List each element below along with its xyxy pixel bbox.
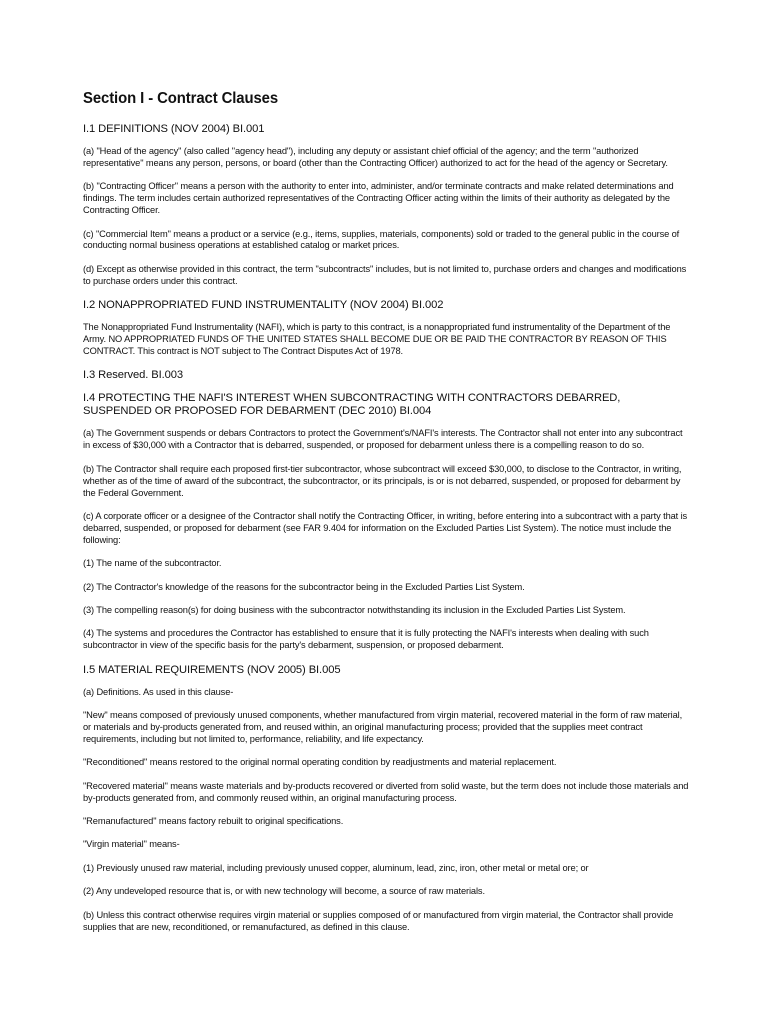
section-heading: I.5 MATERIAL REQUIREMENTS (NOV 2005) BI.005 [83, 663, 341, 676]
clause-paragraph: (4) The systems and procedures the Contractor has established to ensure that it is fully protecting the NAFI's interests when dealing with such subcontractor in view of the specific basis for the party's debarment, suspension, or proposed debarment. [83, 628, 649, 651]
section-heading: I.2 NONAPPROPRIATED FUND INSTRUMENTALITY (NOV 2004) BI.002 [83, 299, 444, 312]
document-body [83, 123, 690, 933]
clause-paragraph: (b) "Contracting Officer" means a person with the authority to enter into, administer, and/or terminate contracts and make related determinations and findings. The term includes certain authorized representatives of the Contracting Officer acting within the limits of their authority as delegated by the Contracting Officer. [83, 181, 674, 216]
section-heading: I.3 Reserved. BI.003 [83, 369, 183, 382]
section-heading: I.4 PROTECTING THE NAFI'S INTEREST WHEN SUBCONTRACTING WITH CONTRACTORS DEBARRED, SUSPENDED OR PROPOSED FOR DEBARMENT (DEC 2010) BI.004 [83, 392, 621, 418]
clause-paragraph: The Nonappropriated Fund Instrumentality (NAFI), which is party to this contract, is a nonappropriated fund instrumentality of the Department of the Army. NO APPROPRIATED FUNDS OF THE UNITED STATES SHALL BECOME DUE OR BE PAID THE CONTRACTOR BY REASON OF THIS CONTRACT. This contract is NOT subject to The Contract Disputes Act of 1978. [83, 322, 671, 356]
document-page [83, 89, 690, 945]
clause-paragraph: (1) Previously unused raw material, including previously unused copper, aluminum, lead, zinc, iron, other metal or metal ore; or [83, 862, 589, 873]
clause-paragraph: (a) "Head of the agency" (also called "agency head"), including any deputy or assistant chief official of the agency; and the term "authorized representative" means any person, persons, or board (other than the Contracting Officer) authorized to act for the head of the agency or Secretary. [83, 146, 668, 168]
clause-paragraph: (c) "Commercial Item" means a product or a service (e.g., items, supplies, materials, components) sold or traded to the general public in the course of conducting normal business operations at established catalog or market prices. [83, 228, 680, 251]
clause-paragraph: (a) Definitions. As used in this clause- [83, 686, 234, 697]
clause-paragraph: "Remanufactured" means factory rebuilt to original specifications. [83, 816, 344, 826]
page-title: Section I - Contract Clauses [83, 90, 279, 107]
clause-paragraph: (a) The Government suspends or debars Contractors to protect the Government's/NAFI's interests. The Contractor shall not enter into any subcontract in excess of $30,000 with a Contractor that is debarred, suspended, or proposed for debarment unless there is a compelling reason to do so. [83, 428, 683, 451]
clause-paragraph: "Virgin material" means- [83, 839, 180, 850]
clause-paragraph: "Recovered material" means waste materials and by-products recovered or diverted from solid waste, but the term does not include those materials and by-products generated from, and commonly reused within, an original manufacturing process. [83, 780, 689, 803]
clause-paragraph: (b) Unless this contract otherwise requires virgin material or supplies composed of or manufactured from virgin material, the Contractor shall provide supplies that are new, reconditioned, or remanufactured, as defined in this clause. [83, 909, 674, 932]
clause-paragraph: (b) The Contractor shall require each proposed first-tier subcontractor, whose subcontract will exceed $30,000, to disclose to the Contractor, in writing, whether as of the time of award of the subcontract, the subcontractor, or its principals, is or is not debarred, suspended, or proposed for debarment by the Federal Government. [83, 463, 682, 498]
clause-paragraph: (1) The name of the subcontractor. [83, 558, 222, 569]
clause-paragraph: "Reconditioned" means restored to the original normal operating condition by readjustments and material replacement. [83, 757, 557, 768]
clause-paragraph: (d) Except as otherwise provided in this contract, the term "subcontracts" includes, but is not limited to, purchase orders and changes and modifications to purchase orders under this contract. [83, 263, 687, 286]
clause-paragraph: (2) The Contractor's knowledge of the reasons for the subcontractor being in the Excluded Parties List System. [83, 581, 525, 592]
clause-paragraph: (3) The compelling reason(s) for doing business with the subcontractor notwithstanding its inclusion in the Excluded Parties List System. [83, 604, 626, 615]
clause-paragraph: (c) A corporate officer or a designee of the Contractor shall notify the Contracting Officer, in writing, before entering into a subcontract with a party that is debarred, suspended, or proposed for debarment (see FAR 9.404 for information on the Excluded Parties List System). The notice must include the following: [83, 510, 688, 545]
clause-paragraph: "New" means composed of previously unused components, whether manufactured from virgin material, recovered material in the form of raw material, or materials and by-products generated from, and reused within, an original manufacturing process; provided that the supplies meet contract requirements, including but not limited to, performance, reliability, and life expectancy. [83, 710, 683, 744]
section-heading: I.1 DEFINITIONS (NOV 2004) BI.001 [83, 123, 265, 135]
clause-paragraph: (2) Any undeveloped resource that is, or with new technology will become, a source of raw materials. [83, 886, 485, 897]
